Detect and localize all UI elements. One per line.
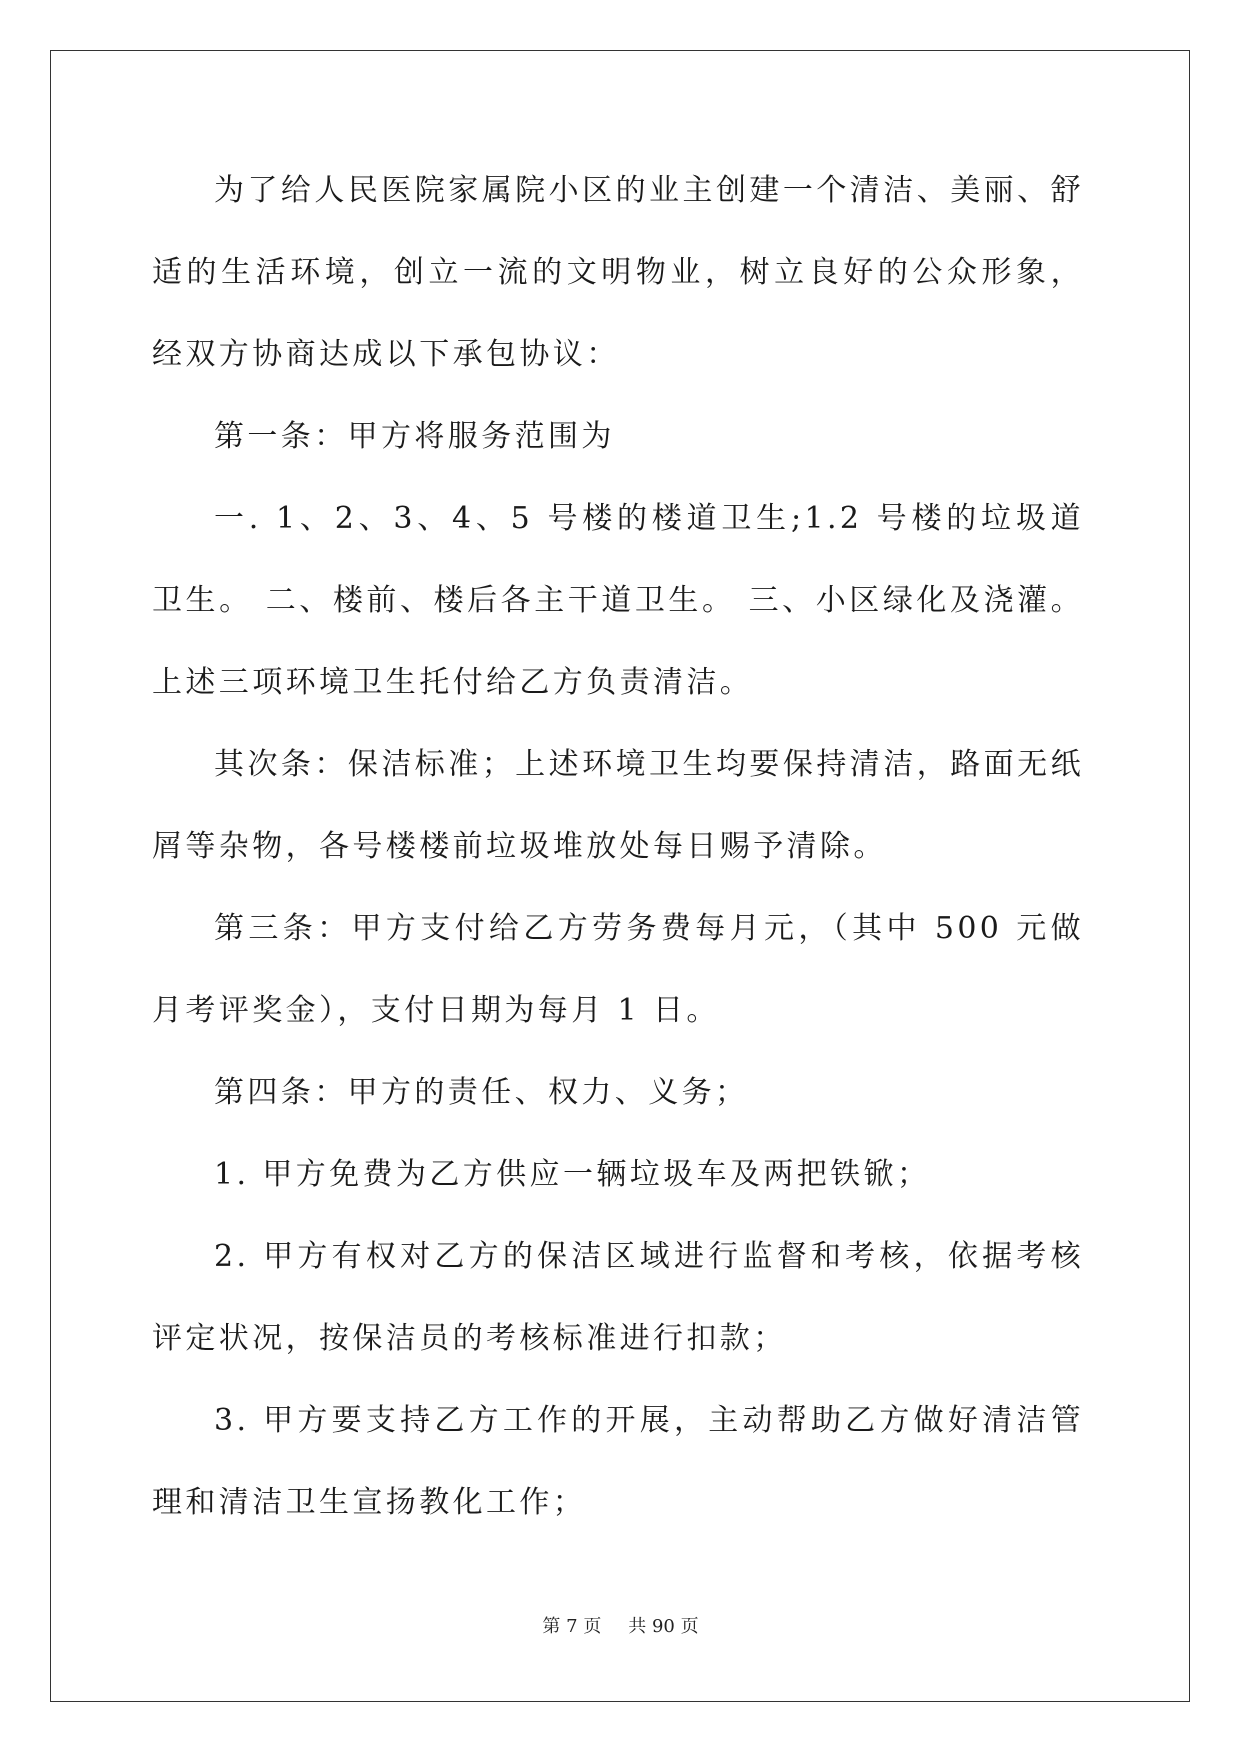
page-number: 第 7 页: [542, 1616, 602, 1637]
paragraph-item-1: 1. 甲方免费为乙方供应一辆垃圾车及两把铁锨；: [214, 1157, 931, 1192]
paragraph-service-scope: 一. 1、2、3、4、5 号楼的楼道卫生;1.2 号楼的垃圾道卫生。 二、楼前、楼后各主干道卫生。 三、小区绿化及浇灌。 上述三项环境卫生托付给乙方负责清洁。: [152, 501, 1084, 700]
page-footer: [0, 1612, 1241, 1638]
paragraph-intro: 为了给人民医院家属院小区的业主创建一个清洁、美丽、舒适的生活环境，创立一流的文明物业，树立良好的公众形象，经双方协商达成以下承包协议：: [152, 173, 1084, 372]
paragraph-item-2: 2. 甲方有权对乙方的保洁区域进行监督和考核，依据考核评定状况，按保洁员的考核标准进行扣款；: [152, 1239, 1084, 1356]
paragraph-article-4: 第四条：甲方的责任、权力、义务；: [214, 1075, 749, 1110]
paragraph-article-3: 第三条：甲方支付给乙方劳务费每月元，（其中 500 元做月考评奖金），支付日期为每月 1 日。: [152, 911, 1084, 1028]
paragraph-article-2: 其次条：保洁标准；上述环境卫生均要保持清洁，路面无纸屑等杂物，各号楼楼前垃圾堆放处每日赐予清除。: [152, 747, 1084, 864]
paragraph-article-1: 第一条：甲方将服务范围为: [214, 419, 615, 454]
page-total: 共 90 页: [628, 1616, 699, 1637]
paragraph-item-3: 3. 甲方要支持乙方工作的开展，主动帮助乙方做好清洁管理和清洁卫生宣扬教化工作；: [152, 1403, 1084, 1520]
document-body: [152, 150, 1084, 1544]
